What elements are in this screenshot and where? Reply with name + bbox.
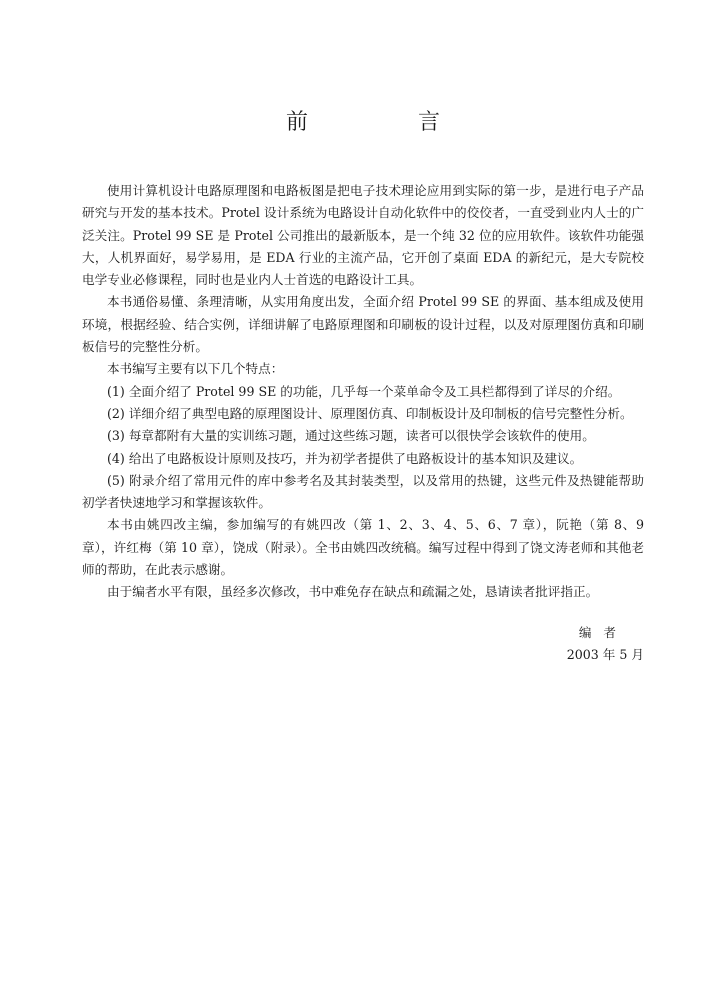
paragraph-authors: 本书由姚四改主编，参加编写的有姚四改（第 1、2、3、4、5、6、7 章），阮艳（第 8、9 章），许红梅（第 10 章），饶成（附录）。全书由姚四改统稿。编写过程中得到了饶文涛老师和其他老师的帮助，在此表示感谢。 — [82, 517, 644, 578]
page-title: 前 言 — [285, 110, 484, 135]
signature-date: 2003 年 5 月 — [566, 646, 644, 662]
feature-item-1: (1) 全面介绍了 Protel 99 SE 的功能，几乎每一个菜单命令及工具栏都得到了详尽的介绍。 — [107, 383, 621, 399]
feature-item-4: (4) 给出了电路板设计原则及技巧，并为初学者提供了电路板设计的基本知识及建议。 — [107, 450, 583, 466]
signature-block — [82, 622, 644, 667]
paragraph-features-heading: 本书编写主要有以下几个特点： — [107, 361, 284, 377]
preface-page — [82, 108, 644, 666]
paragraph-closing: 由于编者水平有限，虽经多次修改，书中难免存在缺点和疏漏之处，恳请读者批评指正。 — [107, 584, 599, 600]
feature-item-3: (3) 每章都附有大量的实训练习题，通过这些练习题，读者可以很快学会该软件的使用。 — [107, 428, 595, 444]
signature-editor: 编者 — [578, 624, 628, 640]
preface-body — [82, 180, 644, 604]
paragraph-intro: 使用计算机设计电路原理图和电路板图是把电子技术理论应用到实际的第一步，是进行电子产品研究与开发的基本技术。Protel 设计系统为电路设计自动化软件中的佼佼者，一直受到业内人士的广泛关注。Protel 99 SE 是 Protel 公司推出的最新版本，是一个纯 32 位的应用软件。该软件功能强大，人机界面好，易学易用，是 EDA 行业的主流产品，它开创了桌面 EDA 的新纪元，是大专院校电学专业必修课程，同时也是业内人士首选的电路设计工具。 — [82, 183, 644, 288]
paragraph-overview: 本书通俗易懂、条理清晰，从实用角度出发，全面介绍 Protel 99 SE 的界面、基本组成及使用环境，根据经验、结合实例，详细讲解了电路原理图和印刷板的设计过程，以及对原理图仿真和印刷板信号的完整性分析。 — [82, 294, 644, 355]
feature-item-5: (5) 附录介绍了常用元件的库中参考名及其封装类型，以及常用的热键，这些元件及热键能帮助初学者快速地学习和掌握该软件。 — [82, 472, 644, 511]
feature-item-2: (2) 详细介绍了典型电路的原理图设计、原理图仿真、印制板设计及印制板的信号完整性分析。 — [107, 405, 633, 421]
